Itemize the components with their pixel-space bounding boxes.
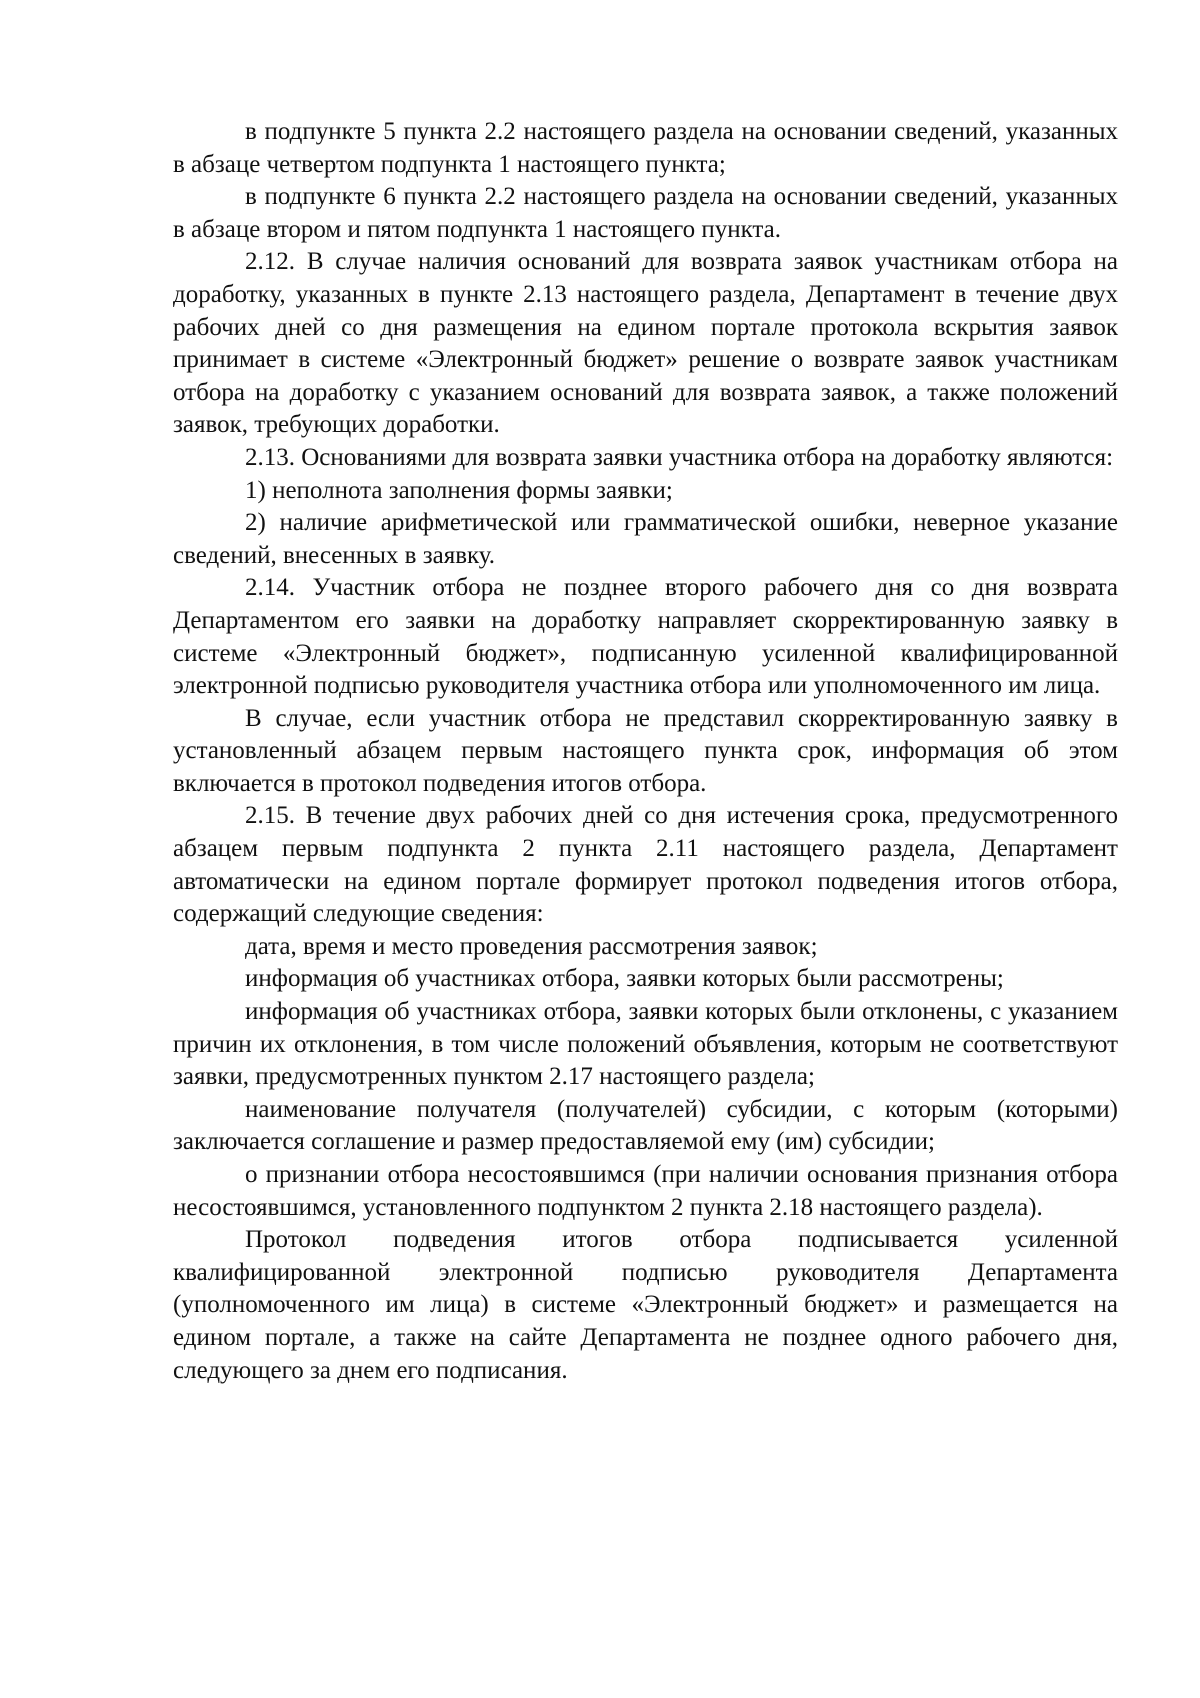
paragraph-9: 2.15. В течение двух рабочих дней со дня истечения срока, предусмотренного абзацем первым подпункта 2 пункта 2.11 настоящего раздела, Департамент автоматически на едином портале формирует протокол подведения итогов отбора, содержащий следующие сведения: [173, 802, 1118, 928]
paragraph-2: в подпункте 6 пункта 2.2 настоящего раздела на основании сведений, указанных в абзаце втором и пятом подпункта 1 настоящего пункта. [173, 183, 1118, 243]
paragraph-13: наименование получателя (получателей) субсидии, с которым (которыми) заключается соглашение и размер предоставляемой ему (им) субсидии; [173, 1095, 1118, 1156]
paragraph-1: в подпункте 5 пункта 2.2 настоящего раздела на основании сведений, указанных в абзаце четвертом подпункта 1 настоящего пункта; [173, 118, 1118, 178]
paragraph-6: 2) наличие арифметической или грамматической ошибки, неверное указание сведений, внесенных в заявку. [173, 509, 1118, 569]
paragraph-12: информация об участниках отбора, заявки которых были отклонены, с указанием причин их отклонения, в том числе положений объявления, которым не соответствуют заявки, предусмотренных пунктом 2.17 настоящего раздела; [173, 998, 1118, 1091]
paragraph-7: 2.14. Участник отбора не позднее второго рабочего дня со дня возврата Департаментом его заявки на доработку направляет скорректированную заявку в системе «Электронный бюджет», подписанную усиленной квалифицированной электронной подписью руководителя участника отбора или уполномоченного им лица. [173, 574, 1118, 700]
paragraph-5: 1) неполнота заполнения формы заявки; [245, 476, 673, 504]
paragraph-11: информация об участниках отбора, заявки которых были рассмотрены; [245, 965, 1004, 993]
paragraph-4: 2.13. Основаниями для возврата заявки участника отбора на доработку являются: [245, 443, 1114, 471]
paragraph-3: 2.12. В случае наличия оснований для возврата заявок участникам отбора на доработку, указанных в пункте 2.13 настоящего раздела, Департамент в течение двух рабочих дней со дня размещения на едином портале протокола вскрытия заявок принимает в системе «Электронный бюджет» решение о возврате заявок участникам отбора на доработку с указанием оснований для возврата заявок, а также положений заявок, требующих доработки. [173, 248, 1118, 439]
document-page [173, 116, 1118, 1387]
paragraph-10: дата, время и место проведения рассмотрения заявок; [245, 932, 818, 960]
paragraph-8: В случае, если участник отбора не представил скорректированную заявку в установленный абзацем первым настоящего пункта срок, информация об этом включается в протокол подведения итогов отбора. [173, 704, 1118, 797]
paragraph-14: о признании отбора несостоявшимся (при наличии основания признания отбора несостоявшимся, установленного подпунктом 2 пункта 2.18 настоящего раздела). [173, 1161, 1118, 1221]
paragraph-15: Протокол подведения итогов отбора подписывается усиленной квалифицированной электронной подписью руководителя Департамента (уполномоченного им лица) в системе «Электронный бюджет» и размещается на едином портале, а также на сайте Департамента не позднее одного рабочего дня, следующего за днем его подписания. [173, 1226, 1118, 1384]
